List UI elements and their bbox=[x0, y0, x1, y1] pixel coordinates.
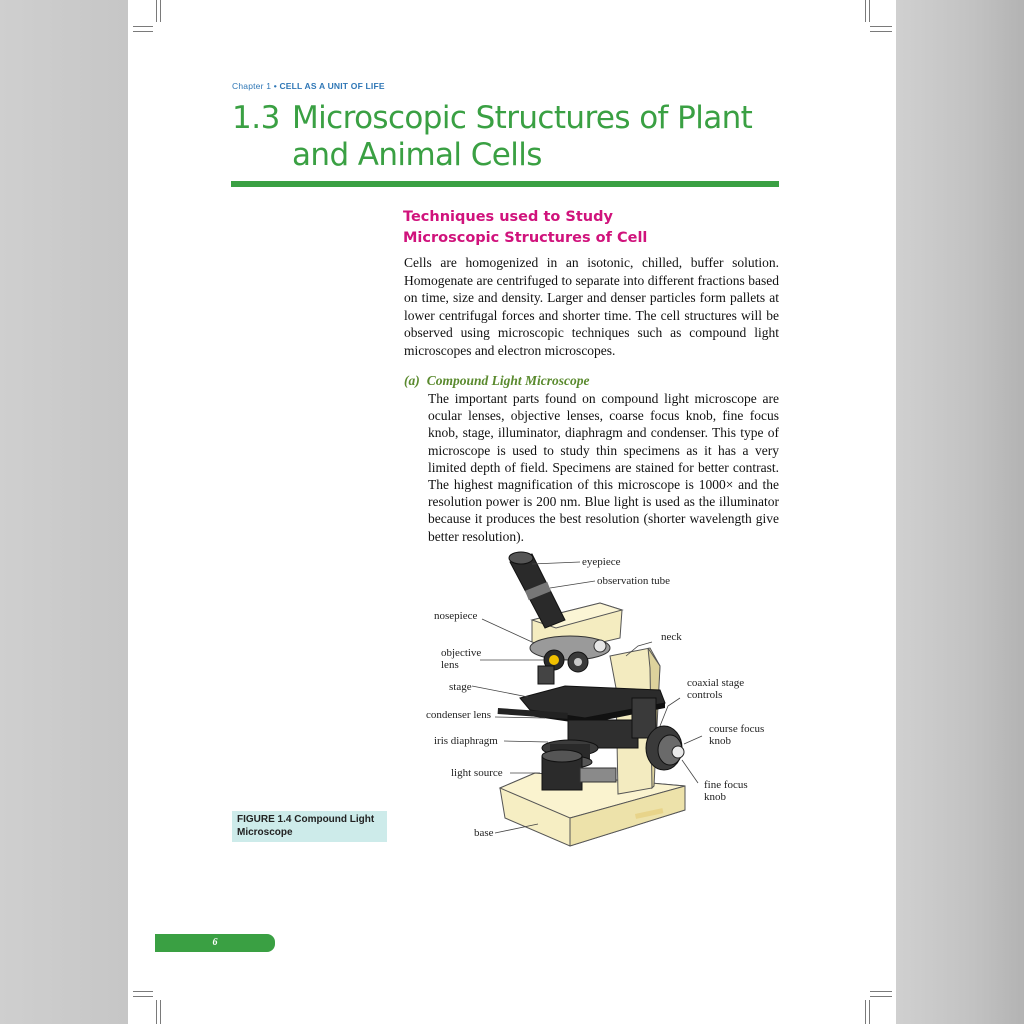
label-fine-focus: fine focus bbox=[704, 779, 748, 791]
label-course-knob: knob bbox=[709, 735, 731, 747]
label-coaxial-stage: coaxial stage bbox=[687, 677, 745, 689]
label-condenser-lens: condenser lens bbox=[426, 709, 492, 721]
crop-mark bbox=[133, 31, 153, 32]
label-objective: objective bbox=[441, 647, 482, 659]
crop-mark bbox=[160, 0, 161, 22]
label-lens: lens bbox=[441, 659, 459, 671]
label-neck: neck bbox=[661, 631, 682, 643]
crop-mark bbox=[156, 0, 157, 22]
page-number: 6 bbox=[155, 934, 275, 952]
caption-line1: FIGURE 1.4 Compound Light bbox=[237, 814, 375, 825]
crop-mark bbox=[133, 991, 153, 992]
label-course-focus: course focus bbox=[709, 723, 765, 735]
subheading bbox=[403, 207, 783, 249]
chapter-title: • CELL AS A UNIT OF LIFE bbox=[273, 81, 385, 91]
crop-mark bbox=[160, 1000, 161, 1024]
subheading-line1: Techniques used to Study bbox=[403, 209, 613, 225]
crop-mark bbox=[865, 0, 866, 22]
subheading-line2: Microscopic Structures of Cell bbox=[403, 230, 648, 246]
crop-mark bbox=[870, 26, 892, 27]
title-rule bbox=[231, 181, 779, 187]
figure-caption bbox=[232, 811, 387, 842]
label-iris-diaphragm: iris diaphragm bbox=[434, 735, 498, 747]
chapter-header bbox=[232, 81, 385, 91]
crop-mark bbox=[133, 996, 153, 997]
subsection-paragraph: The important parts found on compound light microscope are ocular lenses, objective lenses, coarse focus knob, fine focus knob, stage, illuminator, diaphragm and condenser. This type of microscope is used to study thin specimens as it has a very limited depth of field. Specimens are stained for better contrast. The highest magnification of this microscope is 1000× and the resolution power is 200 nm. Blue light is used as the illuminator because it produces the best resolution (shorter wavelength give better resolution). bbox=[428, 391, 779, 544]
crop-mark bbox=[865, 1000, 866, 1024]
microscope-figure bbox=[420, 548, 800, 848]
section-number: 1.3 bbox=[232, 100, 280, 136]
label-light-source: light source bbox=[451, 767, 503, 779]
label-eyepiece: eyepiece bbox=[582, 556, 621, 568]
label-base: base bbox=[474, 827, 494, 839]
crop-mark bbox=[870, 991, 892, 992]
label-fine-knob: knob bbox=[704, 791, 726, 803]
crop-mark bbox=[869, 1000, 870, 1024]
label-controls: controls bbox=[687, 689, 723, 701]
subsection-title: Compound Light Microscope bbox=[426, 373, 590, 388]
background-right bbox=[896, 0, 1024, 1024]
intro-paragraph: Cells are homogenized in an isotonic, chilled, buffer solution. Homogenate are centrifuged to separate into different fractions based on time, size and density. Larger and denser particles form pallets at lower centrifugal forces and shorter time. The cell structures will be observed using microscopic techniques such as compound light microscopes and electron microscopes. bbox=[404, 255, 779, 358]
chapter-prefix: Chapter 1 bbox=[232, 81, 272, 91]
background-left bbox=[0, 0, 128, 1024]
crop-mark bbox=[870, 996, 892, 997]
caption-line2: Microscope bbox=[237, 826, 293, 838]
section-title: Microscopic Structures of Plant and Animal Cells bbox=[292, 100, 753, 173]
subsection-marker: (a) bbox=[404, 373, 420, 388]
crop-mark bbox=[133, 26, 153, 27]
label-stage: stage bbox=[449, 681, 472, 693]
microscope-illustration bbox=[498, 552, 685, 846]
crop-mark bbox=[870, 31, 892, 32]
subsection-heading bbox=[404, 373, 597, 389]
label-nosepiece: nosepiece bbox=[434, 610, 478, 622]
crop-mark bbox=[869, 0, 870, 22]
crop-mark bbox=[156, 1000, 157, 1024]
label-observation-tube: observation tube bbox=[597, 575, 671, 587]
